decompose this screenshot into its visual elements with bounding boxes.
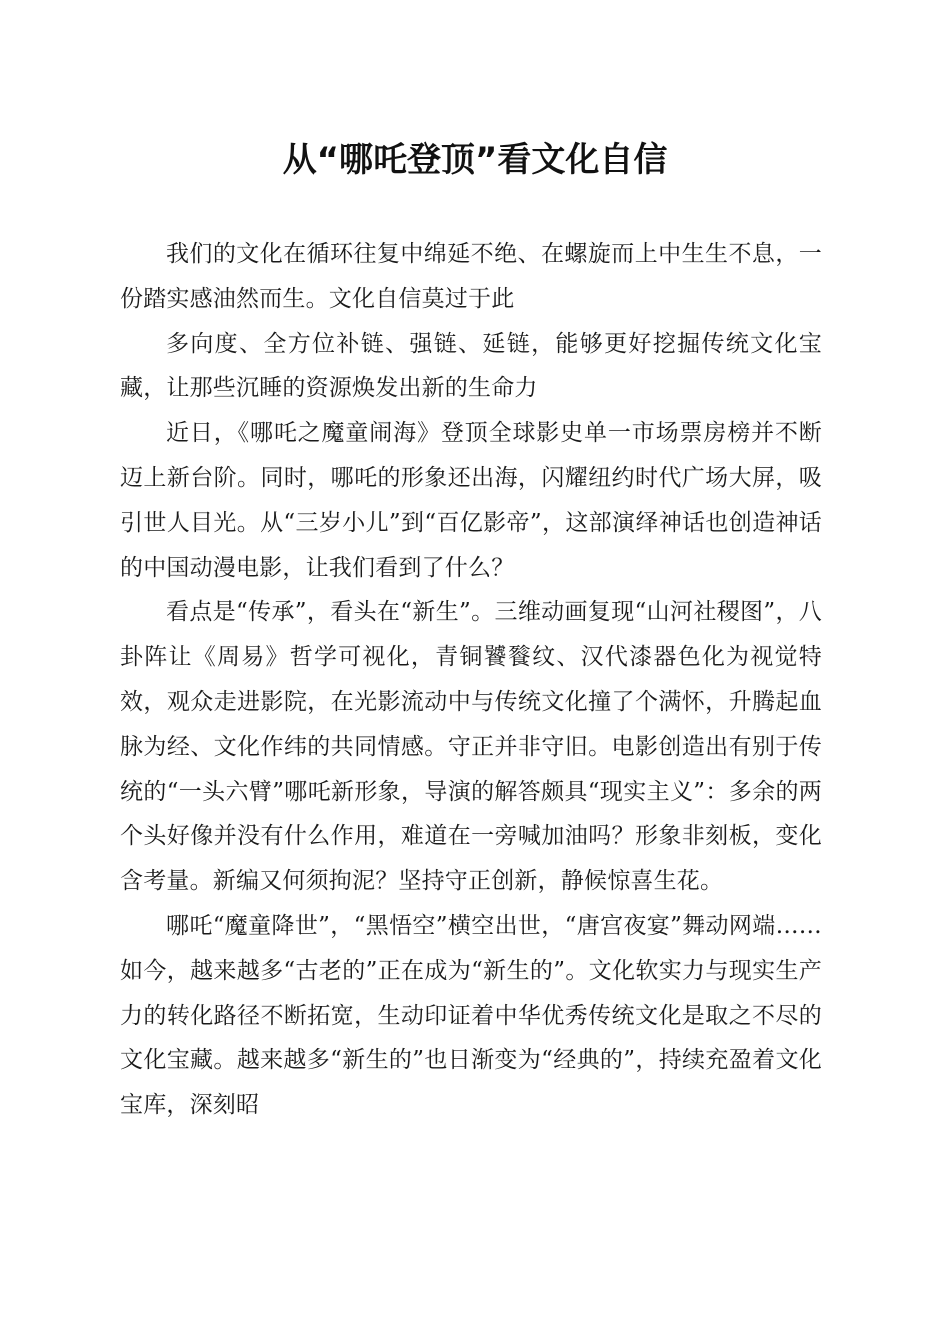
paragraph-3: 近日，《哪吒之魔童闹海》登顶全球影史单一市场票房榜并不断迈上新台阶。同时，哪吒的形象还出海，闪耀纽约时代广场大屏，吸引世人目光。从“三岁小儿”到“百亿影帝”，这部演绎神话也创造神话的中国动漫电影，让我们看到了什么？ bbox=[120, 420, 822, 581]
paragraph-4: 看点是“传承”，看头在“新生”。三维动画复现“山河社稷图”，八卦阵让《周易》哲学可视化，青铜饕餮纹、汉代漆器色化为视觉特效，观众走进影院，在光影流动中与传统文化撞了个满怀，升腾起血脉为经、文化作纬的共同情感。守正并非守旧。电影创造出有别于传统的“一头六臂”哪吒新形象，导演的解答颇具“现实主义”：多余的两个头好像并没有什么作用，难道在一旁喊加油吗？形象非刻板，变化含考量。新编又何须拘泥？坚持守正创新，静候惊喜生花。 bbox=[120, 599, 822, 895]
paragraph-2: 多向度、全方位补链、强链、延链，能够更好挖掘传统文化宝藏，让那些沉睡的资源焕发出新的生命力 bbox=[120, 330, 822, 402]
document-body bbox=[120, 232, 822, 1128]
document-title: 从“哪吒登顶”看文化自信 bbox=[282, 140, 668, 180]
paragraph-5: 哪吒“魔童降世”，“黑悟空”横空出世，“唐宫夜宴”舞动网端……如今，越来越多“古老的”正在成为“新生的”。文化软实力与现实生产力的转化路径不断拓宽，生动印证着中华优秀传统文化是取之不尽的文化宝藏。越来越多“新生的”也日渐变为“经典的”，持续充盈着文化宝库，深刻昭 bbox=[120, 912, 822, 1119]
paragraph-1: 我们的文化在循环往复中绵延不绝、在螺旋而上中生生不息，一份踏实感油然而生。文化自信莫过于此 bbox=[120, 241, 822, 312]
